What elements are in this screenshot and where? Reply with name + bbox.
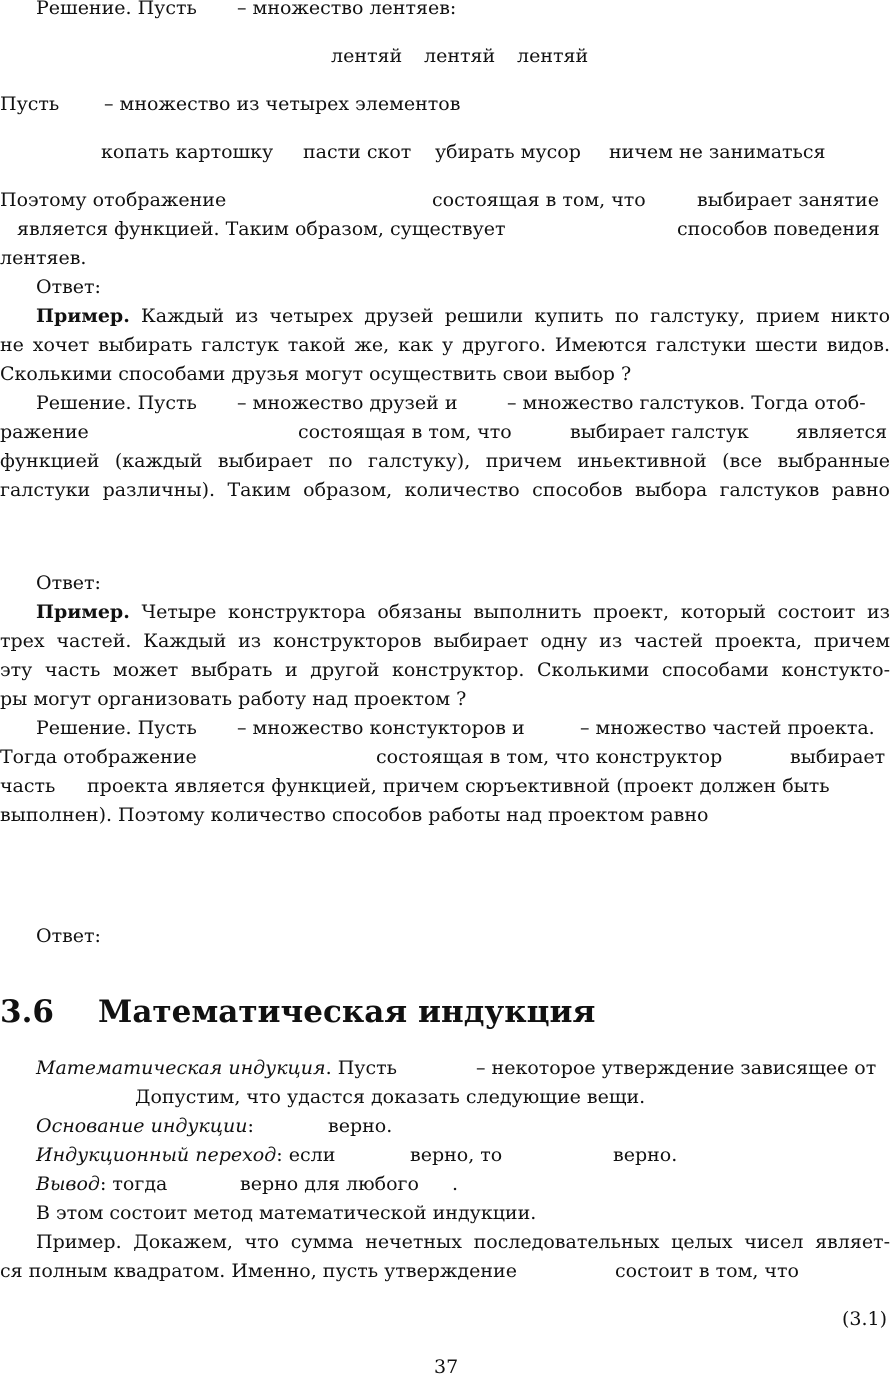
example-text: Четыре конструктора обязаны выполнить проект, который состоит из bbox=[141, 601, 890, 623]
solution-text: Тогда отображение bbox=[0, 746, 197, 768]
equation-number: (3.1) bbox=[842, 1308, 888, 1330]
body-text: Поэтому отображение bbox=[0, 189, 227, 211]
solution-text: выполнен). Поэтому количество способов работы над проектом равно bbox=[0, 804, 709, 826]
example-text: Пример. Докажем, что сумма нечетных последовательных целых чисел являет- bbox=[36, 1231, 890, 1253]
body-text: Пусть bbox=[0, 93, 60, 115]
body-text: лентяев. bbox=[0, 247, 87, 269]
induction-step bbox=[36, 1141, 335, 1170]
answer-label: Ответ: bbox=[36, 572, 101, 594]
example-label: Пример. bbox=[36, 601, 130, 623]
base-label: Основание индукции bbox=[36, 1115, 248, 1137]
definition-text-part: . Пусть bbox=[325, 1057, 397, 1079]
body-text: является функцией. Таким образом, существует bbox=[17, 218, 506, 240]
definition-text bbox=[36, 1054, 397, 1083]
solution-text: состоящая в том, что конструктор bbox=[376, 746, 723, 768]
answer-label: Ответ: bbox=[36, 925, 101, 947]
body-text: выбирает занятие bbox=[697, 189, 879, 211]
definition-text: Допустим, что удастся доказать следующие вещи. bbox=[135, 1086, 646, 1108]
solution-text: выбирает галстук bbox=[570, 421, 749, 443]
step-label: Индукционный переход bbox=[36, 1144, 277, 1166]
example-text: Сколькими способами друзья могут осуществить свои выбор ? bbox=[0, 363, 632, 385]
step-text: верно. bbox=[613, 1144, 678, 1166]
solution-text: функцией (каждый выбирает по галстуку), причем иньективной (все выбранные bbox=[0, 450, 890, 472]
set-element: лентяй bbox=[424, 45, 496, 67]
method-text: В этом состоит метод математической индукции. bbox=[36, 1202, 537, 1224]
set-element: ничем не заниматься bbox=[609, 141, 826, 163]
solution-text: состоящая в том, что bbox=[298, 421, 512, 443]
solution-text: – множество частей проекта. bbox=[580, 717, 875, 739]
definition-text: – некоторое утверждение зависящее от bbox=[476, 1057, 877, 1079]
solution-text: проекта является функцией, причем сюръективной (проект должен быть bbox=[87, 775, 830, 797]
solution-text: выбирает bbox=[790, 746, 886, 768]
body-text: состоящая в том, что bbox=[432, 189, 646, 211]
solution-text: – множество галстуков. Тогда отоб- bbox=[507, 392, 866, 414]
induction-base bbox=[36, 1112, 254, 1141]
solution-text: – множество констукторов и bbox=[237, 717, 525, 739]
solution-text: ражение bbox=[0, 421, 89, 443]
conclusion-label: Вывод bbox=[36, 1173, 100, 1195]
solution-text: – множество лентяев: bbox=[237, 0, 457, 19]
set-element: лентяй bbox=[517, 45, 589, 67]
set-element: копать картошку bbox=[101, 141, 274, 163]
solution-text: галстуки различны). Таким образом, количество способов выбора галстуков равно bbox=[0, 479, 890, 501]
body-text: способов поведения bbox=[677, 218, 880, 240]
solution-text: Решение. Пусть bbox=[36, 392, 197, 414]
colon: : bbox=[247, 1115, 254, 1137]
step-text: : если bbox=[276, 1144, 336, 1166]
page-number: 37 bbox=[434, 1356, 459, 1378]
set-element: лентяй bbox=[331, 45, 403, 67]
induction-conclusion bbox=[36, 1170, 167, 1199]
example-text: ры могут организовать работу над проектом ? bbox=[0, 688, 467, 710]
solution-text: часть bbox=[0, 775, 56, 797]
step-text: верно, то bbox=[410, 1144, 503, 1166]
set-element: пасти скот bbox=[303, 141, 412, 163]
set-element: убирать мусор bbox=[435, 141, 581, 163]
example-paragraph bbox=[36, 598, 890, 627]
example-label: Пример. bbox=[36, 305, 130, 327]
answer-label: Ответ: bbox=[36, 276, 101, 298]
definition-term: Математическая индукция bbox=[36, 1057, 326, 1079]
solution-text: является bbox=[796, 421, 888, 443]
example-text: ся полным квадратом. Именно, пусть утверждение bbox=[0, 1260, 517, 1282]
solution-text: – множество друзей и bbox=[237, 392, 458, 414]
example-text: эту часть может выбрать и другой конструктор. Сколькими способами констукто- bbox=[0, 659, 890, 681]
conclusion-text: верно для любого bbox=[240, 1173, 419, 1195]
section-number: 3.6 bbox=[0, 994, 54, 1030]
example-text: состоит в том, что bbox=[615, 1260, 799, 1282]
example-text: Каждый из четырех друзей решили купить по галстуку, прием никто bbox=[141, 305, 890, 327]
example-text: трех частей. Каждый из конструкторов выбирает одну из частей проекта, причем bbox=[0, 630, 890, 652]
section-title: Математическая индукция bbox=[98, 994, 596, 1030]
base-text: верно. bbox=[328, 1115, 393, 1137]
solution-text: Решение. Пусть bbox=[36, 717, 197, 739]
conclusion-text: : тогда bbox=[99, 1173, 168, 1195]
example-text: не хочет выбирать галстук такой же, как у другого. Имеются галстуки шести видов. bbox=[0, 334, 890, 356]
solution-text: Решение. Пусть bbox=[36, 0, 197, 19]
conclusion-text: . bbox=[452, 1173, 459, 1195]
example-paragraph bbox=[36, 302, 890, 331]
body-text: – множество из четырех элементов bbox=[104, 93, 461, 115]
